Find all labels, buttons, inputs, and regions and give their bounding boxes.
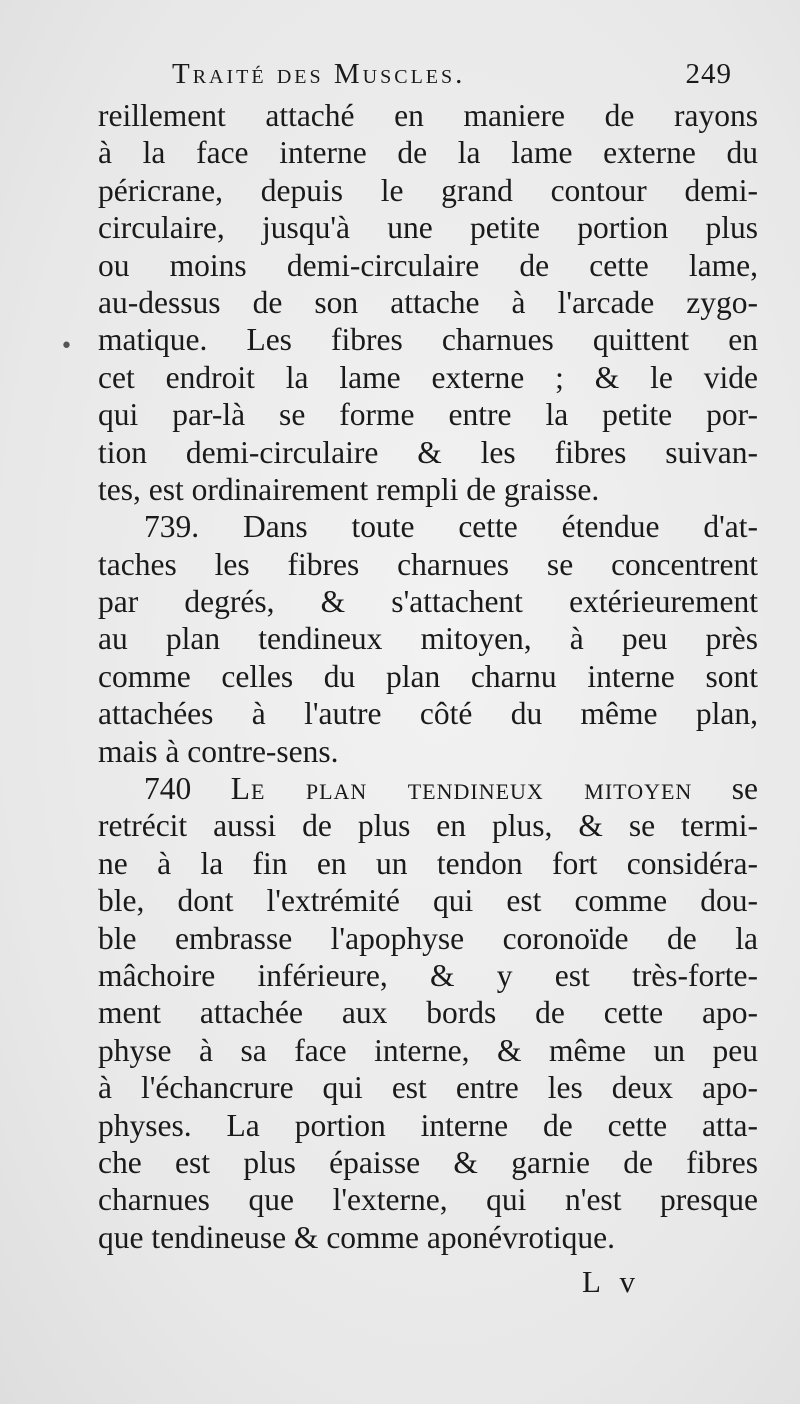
text-line: ble embrasse l'apophyse coronoïde de la (98, 920, 758, 956)
running-title: Traité des Muscles. (172, 58, 466, 90)
text-line: physes. La portion interne de cette atta- (98, 1107, 758, 1143)
text-line: tion demi-circulaire & les fibres suivan- (98, 434, 758, 470)
text-line: au-dessus de son attache à l'arcade zygo- (98, 284, 758, 320)
text-line: qui par-là se forme entre la petite por- (98, 397, 758, 433)
text-line: che est plus épaisse & garnie de fibres (98, 1144, 758, 1180)
running-header (172, 58, 732, 98)
text-line: mâchoire inférieure, & y est très-forte- (98, 957, 758, 993)
text-line-section-start (98, 770, 758, 807)
text-line: à l'échancrure qui est entre les deux apo- (98, 1070, 758, 1106)
text-line: que tendineuse & comme aponévrotique. (98, 1219, 615, 1255)
text-line: par degrés, & s'attachent extérieurement (98, 584, 758, 620)
text-line: reillement attaché en maniere de rayons (98, 98, 758, 133)
body-text (98, 97, 758, 1256)
text-line: circulaire, jusqu'à une petite portion plus (98, 210, 758, 246)
text-line: retrécit aussi de plus en plus, & se termi- (98, 808, 758, 844)
text-line: comme celles du plan charnu interne sont (98, 658, 758, 694)
page-number: 249 (685, 58, 732, 90)
section-term: Le plan tendineux mitoyen (230, 771, 693, 807)
text-line: ou moins demi-circulaire de cette lame, (98, 247, 758, 283)
text-line: taches les fibres charnues se concentrent (98, 546, 758, 582)
section-number: 740 (144, 771, 192, 807)
text-line: mais à contre-sens. (98, 733, 339, 769)
text-line: ble, dont l'extrémité qui est comme dou- (98, 883, 758, 919)
text-line: à la face interne de la lame externe du (98, 135, 758, 171)
text-line: ment attachée aux bords de cette apo- (98, 995, 758, 1031)
catchword: L v (582, 1264, 642, 1299)
text-fragment: se (731, 771, 758, 807)
text-line: ne à la fin en un tendon fort considéra- (98, 845, 758, 881)
text-line: matique. Les fibres charnues quittent en (98, 322, 758, 358)
text-line: tes, est ordinairement rempli de graisse. (98, 471, 600, 507)
text-line: péricrane, depuis le grand contour demi- (98, 172, 758, 208)
text-line: physe à sa face interne, & même un peu (98, 1032, 758, 1068)
margin-dot: • (60, 334, 73, 359)
text-line: charnues que l'externe, qui n'est presque (98, 1182, 758, 1218)
text-line: 739. Dans toute cette étendue d'at- (144, 509, 758, 545)
text-line: cet endroit la lame externe ; & le vide (98, 359, 758, 395)
text-line: attachées à l'autre côté du même plan, (98, 696, 758, 732)
text-line: au plan tendineux mitoyen, à peu près (98, 621, 758, 657)
